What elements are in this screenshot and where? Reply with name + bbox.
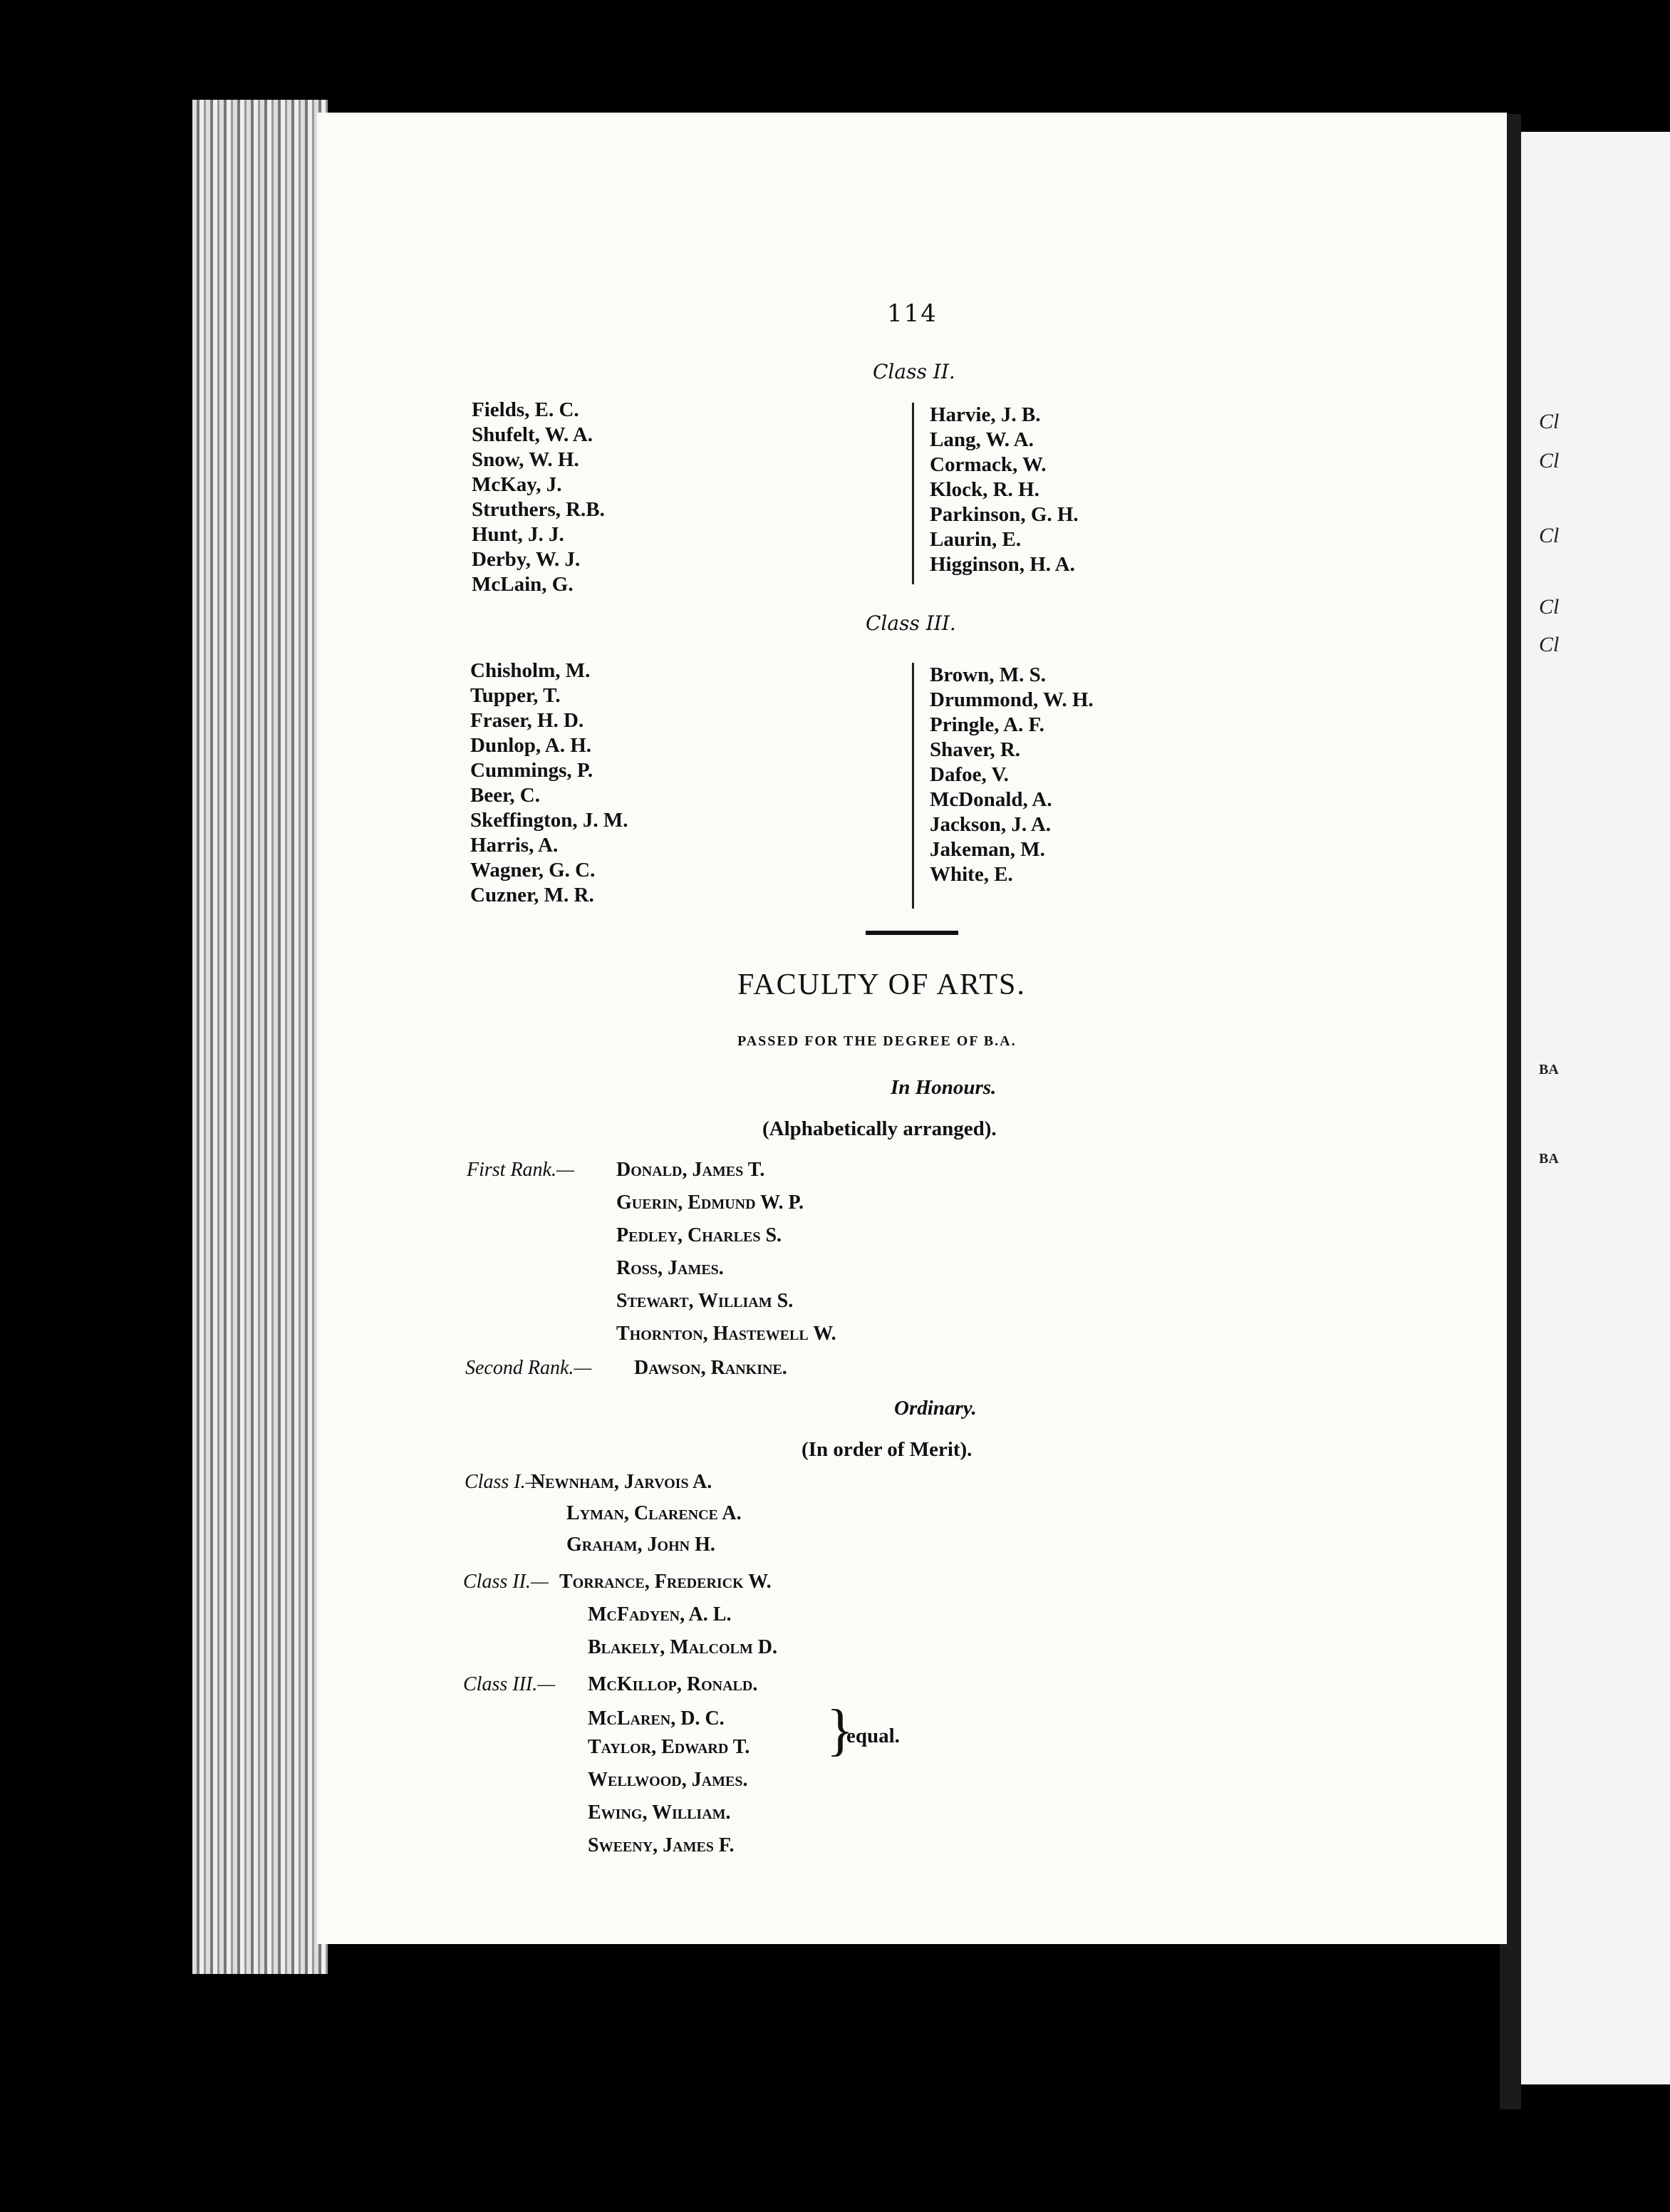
first-rank-label: First Rank.— xyxy=(467,1159,574,1181)
list-item: Wagner, G. C. xyxy=(470,859,596,882)
class-ii-ordinary-name: McFadyen, A. L. xyxy=(588,1603,732,1626)
list-item: Cormack, W. xyxy=(930,453,1047,476)
facing-page-fragment: Cl xyxy=(1539,410,1560,433)
list-item: Drummond, W. H. xyxy=(930,688,1094,711)
class-ii-heading: Class II. xyxy=(873,360,955,383)
list-item: Parkinson, G. H. xyxy=(930,503,1079,526)
list-item: Skeffington, J. M. xyxy=(470,809,628,832)
list-item: Dunlop, A. H. xyxy=(470,734,592,757)
list-item: Derby, W. J. xyxy=(472,548,581,571)
list-item: Shufelt, W. A. xyxy=(472,423,593,446)
equal-note: equal. xyxy=(846,1725,900,1747)
list-item: Brown, M. S. xyxy=(930,663,1047,686)
facing-page-fragment: BA xyxy=(1539,1151,1559,1167)
class-i-name: Lyman, Clarence A. xyxy=(566,1502,742,1524)
list-item: White, E. xyxy=(930,863,1013,886)
facing-page-fragment: Cl xyxy=(1539,524,1560,547)
class-iii-heading: Class III. xyxy=(866,611,956,635)
book-page-edges xyxy=(192,100,328,1974)
section-rule xyxy=(866,931,958,935)
list-item: Klock, R. H. xyxy=(930,478,1039,501)
facing-page-fragment: Cl xyxy=(1539,449,1560,472)
list-item: McKay, J. xyxy=(472,473,562,496)
document-page xyxy=(317,113,1507,1944)
class-ii-ordinary-name: Blakely, Malcolm D. xyxy=(588,1636,777,1658)
first-rank-name: Thornton, Hastewell W. xyxy=(616,1323,836,1345)
list-item: Dafoe, V. xyxy=(930,763,1009,786)
list-item: McDonald, A. xyxy=(930,788,1052,811)
list-item: Cuzner, M. R. xyxy=(470,884,594,906)
second-rank-name: Dawson, Rankine. xyxy=(634,1357,787,1379)
list-item: Snow, W. H. xyxy=(472,448,579,471)
ordinary-note: (In order of Merit). xyxy=(802,1438,973,1461)
list-item: McLain, G. xyxy=(472,573,574,596)
list-item: Higginson, H. A. xyxy=(930,553,1075,576)
faculty-title: FACULTY OF ARTS. xyxy=(737,968,1026,1001)
column-divider xyxy=(912,403,914,584)
list-item: Fields, E. C. xyxy=(472,398,579,421)
second-rank-label: Second Rank.— xyxy=(465,1357,592,1379)
class-iii-ordinary-name: McLaren, D. C. xyxy=(588,1707,725,1730)
first-rank-name: Stewart, William S. xyxy=(616,1290,794,1312)
class-iii-ordinary-name: Sweeny, James F. xyxy=(588,1834,735,1856)
class-i-label: Class I.— xyxy=(465,1471,544,1493)
list-item: Beer, C. xyxy=(470,784,540,807)
honours-heading: In Honours. xyxy=(891,1076,997,1099)
list-item: Struthers, R.B. xyxy=(472,498,605,521)
degree-subtitle: PASSED FOR THE DEGREE OF B.A. xyxy=(737,1033,1017,1049)
class-iii-left-list xyxy=(470,658,628,908)
list-item: Hunt, J. J. xyxy=(472,523,564,546)
facing-page-fragment: Cl xyxy=(1539,633,1560,656)
class-i-name: Newnham, Jarvois A. xyxy=(531,1471,712,1493)
list-item: Harris, A. xyxy=(470,834,559,857)
class-ii-ordinary-label: Class II.— xyxy=(463,1571,549,1593)
class-iii-ordinary-name: Taylor, Edward T. xyxy=(588,1736,750,1758)
list-item: Fraser, H. D. xyxy=(470,709,584,732)
class-iii-ordinary-name: Ewing, William. xyxy=(588,1802,731,1824)
first-rank-name: Guerin, Edmund W. P. xyxy=(616,1192,804,1214)
list-item: Shaver, R. xyxy=(930,738,1021,761)
class-iii-ordinary-label: Class III.— xyxy=(463,1673,556,1695)
list-item: Harvie, J. B. xyxy=(930,403,1041,426)
column-divider xyxy=(912,663,914,909)
class-ii-left-list xyxy=(472,398,605,597)
list-item: Jakeman, M. xyxy=(930,838,1045,861)
first-rank-name: Donald, James T. xyxy=(616,1159,765,1181)
class-iii-ordinary-name: McKillop, Ronald. xyxy=(588,1673,758,1695)
class-ii-ordinary-name: Torrance, Frederick W. xyxy=(559,1571,772,1593)
facing-page-fragment: BA xyxy=(1539,1062,1559,1077)
class-i-name: Graham, John H. xyxy=(566,1534,715,1556)
ordinary-heading: Ordinary. xyxy=(894,1397,977,1420)
class-iii-right-list xyxy=(930,663,1094,887)
class-iii-ordinary-name: Wellwood, James. xyxy=(588,1769,748,1791)
list-item: Cummings, P. xyxy=(470,759,593,782)
first-rank-name: Pedley, Charles S. xyxy=(616,1224,782,1246)
first-rank-name: Ross, James. xyxy=(616,1257,724,1279)
list-item: Laurin, E. xyxy=(930,528,1022,551)
list-item: Pringle, A. F. xyxy=(930,713,1044,736)
facing-page-fragment: Cl xyxy=(1539,595,1560,619)
list-item: Lang, W. A. xyxy=(930,428,1034,451)
list-item: Jackson, J. A. xyxy=(930,813,1052,836)
class-ii-right-list xyxy=(930,403,1079,577)
list-item: Tupper, T. xyxy=(470,684,561,707)
brace: } xyxy=(826,1699,854,1762)
page-number: 114 xyxy=(887,299,938,328)
list-item: Chisholm, M. xyxy=(470,659,591,682)
honours-note: (Alphabetically arranged). xyxy=(762,1117,997,1140)
